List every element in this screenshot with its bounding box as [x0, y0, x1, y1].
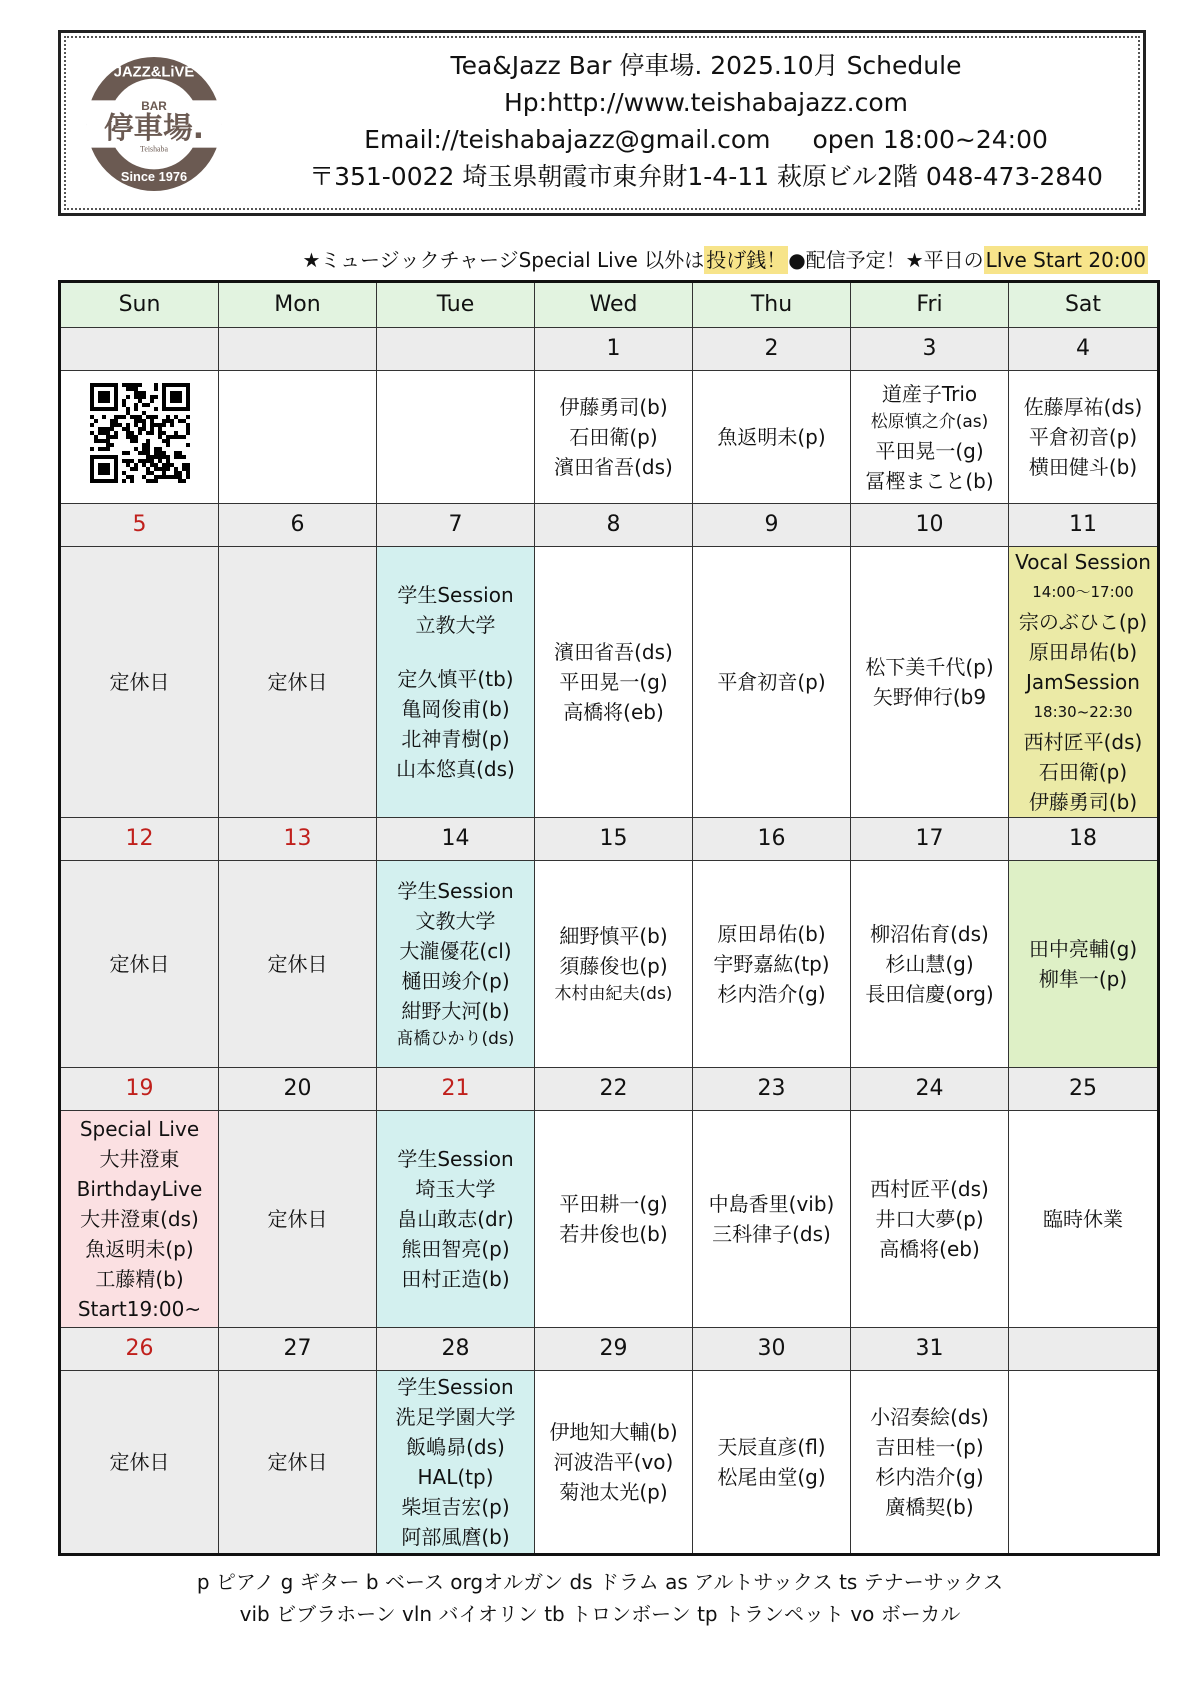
- schedule-line: 横田健斗(b): [1028, 455, 1138, 479]
- schedule-line: 畠山敢志(dr): [397, 1207, 514, 1231]
- schedule-line: 紺野大河(b): [401, 998, 510, 1023]
- weekday-header-wed: Wed: [535, 282, 693, 328]
- teishaba-logo: [85, 55, 223, 193]
- date-number: 27: [219, 1328, 377, 1371]
- date-number: 5: [60, 504, 219, 547]
- schedule-line: 石田衛(p): [1038, 760, 1128, 784]
- schedule-line: 文教大学: [415, 908, 496, 933]
- schedule-line: 北神青樹(p): [401, 727, 510, 751]
- date-number: 20: [219, 1068, 377, 1111]
- date-number: 25: [1009, 1068, 1159, 1111]
- schedule-line: 洗足学園大学: [395, 1405, 516, 1429]
- schedule-line: Special Live: [79, 1117, 200, 1141]
- schedule-line: Start19:00~: [77, 1297, 202, 1321]
- schedule-line: 飯嶋昴(ds): [406, 1435, 505, 1459]
- schedule-line: 平倉初音(p): [1028, 425, 1138, 449]
- schedule-line: 阿部風麿(b): [401, 1525, 510, 1549]
- schedule-line: 西村匠平(ds): [870, 1177, 989, 1201]
- schedule-line: 杉山慧(g): [885, 952, 974, 976]
- schedule-line: 小沼奏絵(ds): [870, 1405, 989, 1429]
- schedule-line: 学生Session: [397, 583, 514, 607]
- day-schedule-cell: [219, 1111, 377, 1328]
- schedule-line: 定休日: [267, 952, 328, 976]
- schedule-line: 樋田竣介(p): [401, 968, 510, 993]
- schedule-line: 若井俊也(b): [559, 1222, 668, 1246]
- date-number: [60, 328, 219, 371]
- date-number: 1: [535, 328, 693, 371]
- schedule-line: 高橋将(eb): [879, 1237, 980, 1261]
- date-number: 8: [535, 504, 693, 547]
- schedule-line: 吉田桂一(p): [875, 1435, 984, 1459]
- tip-highlight: 投げ銭！: [706, 248, 787, 272]
- logo-jazz-live: JAZZ&LiVE: [113, 64, 195, 81]
- day-schedule-cell: [1009, 1111, 1159, 1328]
- date-number: 4: [1009, 328, 1159, 371]
- schedule-line: 平倉初音(p): [717, 670, 826, 694]
- schedule-line: 田中亮輔(g): [1028, 937, 1138, 961]
- schedule-line: 平田耕一(g): [559, 1192, 668, 1216]
- schedule-line: 学生Session: [397, 878, 514, 903]
- day-schedule-cell: [60, 547, 219, 818]
- date-number: 22: [535, 1068, 693, 1111]
- schedule-line: 河波浩平(vo): [553, 1450, 674, 1474]
- day-schedule-cell: [377, 861, 535, 1068]
- date-number: 14: [377, 818, 535, 861]
- date-number: 17: [851, 818, 1009, 861]
- schedule-line: 魚返明未(p): [85, 1237, 194, 1261]
- date-number: 28: [377, 1328, 535, 1371]
- schedule-line: 平田晃一(g): [559, 670, 668, 694]
- address-phone: 〒351-0022 埼玉県朝霞市東弁財1-4-11 萩原ビル2階 048-473-2840: [309, 162, 1103, 191]
- day-schedule-cell: [377, 547, 535, 818]
- schedule-line: 田村正造(b): [401, 1267, 510, 1291]
- date-number: 11: [1009, 504, 1159, 547]
- day-schedule-cell: [60, 1371, 219, 1555]
- day-schedule-cell: [535, 371, 693, 504]
- schedule-line: 中島香里(vib): [708, 1192, 835, 1216]
- schedule-line: 佐藤厚祐(ds): [1023, 395, 1143, 419]
- schedule-line: 冨樫まこと(b): [865, 468, 994, 493]
- schedule-line: 柴垣吉宏(p): [401, 1495, 510, 1519]
- date-number: [1009, 1328, 1159, 1371]
- start-time-highlight: LIve Start 20:00: [985, 248, 1146, 272]
- email-address[interactable]: Email://teishabajazz@gmail.com: [364, 125, 771, 154]
- notice-line: ★ミュージックチャージSpecial Live 以外は 投げ銭！ ●配信予定！★平日の LIve Start 20:00: [302, 248, 1146, 272]
- date-number: 13: [219, 818, 377, 861]
- schedule-calendar: [58, 280, 1160, 1556]
- day-schedule-cell: [1009, 861, 1159, 1068]
- schedule-line: 工藤精(b): [95, 1267, 184, 1291]
- day-schedule-cell: [535, 1371, 693, 1555]
- weekday-header-mon: Mon: [219, 282, 377, 328]
- schedule-line: 井口大夢(p): [875, 1207, 984, 1231]
- schedule-line: 山本悠真(ds): [396, 757, 515, 781]
- schedule-line: 大井澄東(ds): [80, 1207, 199, 1231]
- date-number: [219, 328, 377, 371]
- weekday-header-sun: Sun: [60, 282, 219, 328]
- schedule-line: 大井澄東: [99, 1147, 180, 1171]
- schedule-line: 定休日: [267, 670, 328, 694]
- date-number: 24: [851, 1068, 1009, 1111]
- schedule-line: 道産子Trio: [881, 381, 978, 406]
- weekday-header-thu: Thu: [693, 282, 851, 328]
- day-schedule-cell: [377, 1371, 535, 1555]
- schedule-line: 三科律子(ds): [712, 1222, 831, 1246]
- date-number: 16: [693, 818, 851, 861]
- date-number: 12: [60, 818, 219, 861]
- date-number: [377, 328, 535, 371]
- schedule-line: 伊藤勇司(b): [1028, 790, 1138, 814]
- day-schedule-cell: [693, 1111, 851, 1328]
- date-number: 2: [693, 328, 851, 371]
- schedule-line: 松尾由堂(g): [717, 1465, 826, 1489]
- schedule-line: 埼玉大学: [415, 1177, 496, 1201]
- date-number: 23: [693, 1068, 851, 1111]
- day-schedule-cell: [851, 861, 1009, 1068]
- schedule-line: Vocal Session: [1015, 550, 1151, 574]
- schedule-line: 菊池太光(p): [559, 1480, 668, 1504]
- weekday-header-fri: Fri: [851, 282, 1009, 328]
- day-schedule-cell: [693, 1371, 851, 1555]
- homepage-url[interactable]: Hp:http://www.teishabajazz.com: [503, 88, 909, 117]
- date-number: 31: [851, 1328, 1009, 1371]
- svg-text:Since 1976: Since 1976: [120, 169, 188, 185]
- schedule-line: 熊田智亮(p): [401, 1237, 510, 1261]
- schedule-line: 宇野嘉紘(tp): [713, 952, 830, 976]
- schedule-line: 原田昂佑(b): [1028, 640, 1138, 664]
- schedule-line: 髙橋ひかり(ds): [396, 1028, 515, 1049]
- schedule-line: 濱田省吾(ds): [554, 455, 673, 479]
- svg-text:BAR: BAR: [141, 99, 167, 114]
- schedule-line: 定休日: [109, 952, 170, 976]
- schedule-line: 柳沼佑育(ds): [870, 922, 989, 946]
- schedule-line: 定休日: [267, 1207, 328, 1231]
- schedule-line: 14:00〜17:00: [1032, 583, 1134, 601]
- schedule-line: 杉内浩介(g): [717, 982, 826, 1006]
- date-number: 19: [60, 1068, 219, 1111]
- schedule-line: 杉内浩介(g): [875, 1465, 984, 1489]
- day-schedule-cell: [1009, 547, 1159, 818]
- schedule-line: 矢野伸行(b9: [872, 685, 987, 709]
- schedule-line: 定休日: [109, 670, 170, 694]
- day-schedule-cell: [219, 371, 377, 504]
- day-schedule-cell: [693, 371, 851, 504]
- day-schedule-cell: [693, 861, 851, 1068]
- schedule-line: 松原慎之介(as): [870, 411, 989, 432]
- date-number: 15: [535, 818, 693, 861]
- schedule-line: 魚返明未(p): [717, 425, 826, 449]
- weekday-header-sat: Sat: [1009, 282, 1159, 328]
- date-number: 10: [851, 504, 1009, 547]
- schedule-line: 学生Session: [397, 1147, 514, 1171]
- date-number: 30: [693, 1328, 851, 1371]
- schedule-line: 伊地知大輔(b): [549, 1420, 678, 1444]
- date-number: 3: [851, 328, 1009, 371]
- schedule-line: 細野慎平(b): [559, 923, 668, 948]
- schedule-line: 須藤俊也(p): [559, 953, 668, 978]
- day-schedule-cell: [693, 547, 851, 818]
- schedule-line: 柳隼一(p): [1038, 967, 1128, 991]
- date-number: 6: [219, 504, 377, 547]
- schedule-line: 宗のぶひこ(p): [1018, 610, 1148, 634]
- schedule-line: 平田晃一(g): [875, 438, 984, 463]
- schedule-line: 18:30~22:30: [1033, 703, 1133, 721]
- date-number: 7: [377, 504, 535, 547]
- schedule-line: 臨時休業: [1043, 1207, 1123, 1231]
- instrument-legend-line1: p ピアノ g ギター b ベース orgオルガン ds ドラム as アルトサックス ts テナーサックス: [196, 1570, 1004, 1594]
- day-schedule-cell: [851, 1371, 1009, 1555]
- day-schedule-cell: [535, 547, 693, 818]
- schedule-line: 高橋将(eb): [563, 700, 664, 724]
- opening-hours: open 18:00~24:00: [812, 125, 1048, 154]
- svg-text:Teishaba: Teishaba: [140, 144, 168, 154]
- day-schedule-cell: [1009, 371, 1159, 504]
- schedule-line: 濱田省吾(ds): [554, 640, 673, 664]
- instrument-legend-line2: vib ビブラホーン vln バイオリン tb トロンボーン tp トランペット vo ボーカル: [239, 1602, 961, 1626]
- day-schedule-cell: [535, 1111, 693, 1328]
- qr-code-icon[interactable]: [90, 383, 190, 483]
- day-schedule-cell: [219, 547, 377, 818]
- day-schedule-cell: [219, 1371, 377, 1555]
- schedule-line: JamSession: [1026, 670, 1140, 694]
- day-schedule-cell: [1009, 1371, 1159, 1555]
- schedule-line: 石田衛(p): [569, 425, 658, 449]
- day-schedule-cell: [377, 371, 535, 504]
- day-schedule-cell: [377, 1111, 535, 1328]
- schedule-line: 学生Session: [397, 1375, 514, 1399]
- schedule-line: 松下美千代(p): [865, 655, 994, 679]
- header-box: [58, 30, 1146, 216]
- schedule-line: 西村匠平(ds): [1023, 730, 1143, 754]
- schedule-line: 木村由紀夫(ds): [554, 983, 673, 1004]
- day-schedule-cell: [535, 861, 693, 1068]
- day-schedule-cell: [219, 861, 377, 1068]
- schedule-line: 定休日: [109, 1450, 170, 1474]
- day-schedule-cell: [851, 1111, 1009, 1328]
- schedule-line: BirthdayLive: [76, 1177, 203, 1201]
- day-schedule-cell: [60, 371, 219, 504]
- date-number: 21: [377, 1068, 535, 1111]
- day-schedule-cell: [60, 861, 219, 1068]
- weekday-header-tue: Tue: [377, 282, 535, 328]
- day-schedule-cell: [851, 547, 1009, 818]
- date-number: 29: [535, 1328, 693, 1371]
- date-number: 18: [1009, 818, 1159, 861]
- schedule-line: 大瀧優花(cl): [399, 938, 512, 963]
- schedule-title: Tea&Jazz Bar 停車場. 2025.10月 Schedule: [450, 51, 962, 80]
- date-number: 9: [693, 504, 851, 547]
- schedule-line: 原田昂佑(b): [717, 922, 826, 946]
- schedule-line: 天辰直彦(fl): [717, 1435, 826, 1459]
- svg-text:停車場.: 停車場.: [104, 110, 204, 145]
- schedule-line: 廣橋契(b): [885, 1495, 974, 1519]
- schedule-line: 定久慎平(tb): [397, 667, 514, 691]
- day-schedule-cell: [851, 371, 1009, 504]
- schedule-line: HAL(tp): [417, 1465, 494, 1489]
- schedule-line: 定休日: [267, 1450, 328, 1474]
- schedule-line: 亀岡俊甫(b): [401, 697, 510, 721]
- schedule-line: 立教大学: [415, 613, 496, 637]
- schedule-line: [377, 640, 534, 664]
- day-schedule-cell: [60, 1111, 219, 1328]
- schedule-line: 伊藤勇司(b): [559, 395, 668, 419]
- date-number: 26: [60, 1328, 219, 1371]
- schedule-line: 長田信慶(org): [865, 982, 994, 1006]
